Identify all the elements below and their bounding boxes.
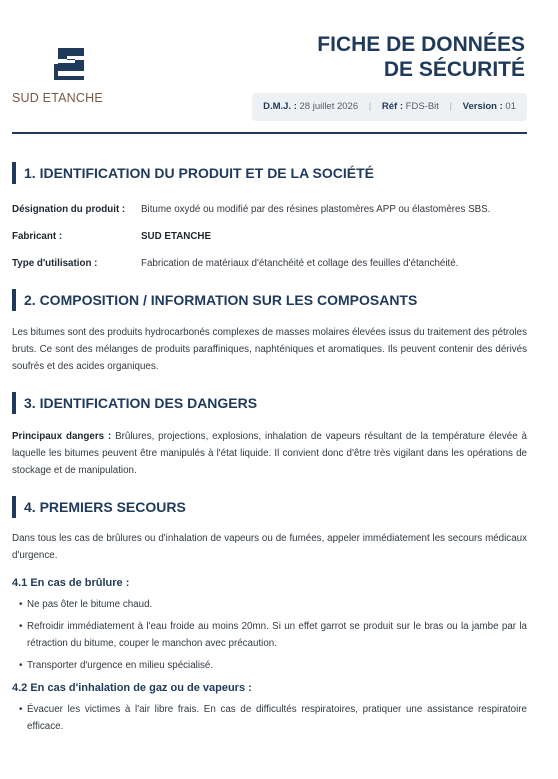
section-4-intro: Dans tous les cas de brûlures ou d'inhalation de vapeurs ou de fumées, appeler immédiatement les secours médicaux d'urgence. bbox=[12, 533, 527, 561]
dangers-text: Brûlures, projections, explosions, inhalation de vapeurs résultant de la température élevée à laquelle les bitumes peuvent être manipulés à l'état liquide. Il convient donc d'être très vigilant dans les opérations de stockage et de manipulation. bbox=[12, 431, 527, 476]
ref-value: FDS-Bit bbox=[405, 101, 439, 112]
section-4-title: 4. PREMIERS SECOURS bbox=[12, 496, 527, 518]
document-body bbox=[12, 162, 527, 740]
header-divider bbox=[12, 132, 527, 134]
meta-separator: | bbox=[368, 101, 372, 112]
burn-steps-list bbox=[12, 596, 527, 674]
document-title bbox=[317, 32, 525, 82]
section-1-title: 1. IDENTIFICATION DU PRODUIT ET DE LA SOCIÉTÉ bbox=[12, 162, 527, 184]
section-3-text bbox=[12, 428, 527, 479]
version-value: 01 bbox=[505, 101, 516, 112]
list-item: • Évacuer les victimes à l'air libre frais. En cas de difficultés respiratoires, pratiquer une assistance respiratoire efficace. bbox=[12, 701, 527, 735]
list-item: • Ne pas ôter le bitume chaud. bbox=[12, 596, 527, 613]
field-value: SUD ETANCHE bbox=[141, 231, 212, 242]
document-title-line-1: FICHE DE DONNÉES bbox=[317, 33, 525, 56]
subsection-4-2-title: 4.2 En cas d'inhalation de gaz ou de vapeurs : bbox=[12, 682, 252, 694]
company-logo-mark-icon bbox=[48, 44, 90, 86]
field-row-manufacturer bbox=[12, 230, 527, 243]
field-label: Fabricant : bbox=[12, 231, 63, 242]
company-name: SUD ETANCHE bbox=[12, 91, 103, 105]
section-2-text: Les bitumes sont des produits hydrocarbonés complexes de masses molaires élevées issus du traitement des pétroles bruts. Ce sont des mélanges de produits paraffiniques, naphténiques et aromatiques. Ils peuvent contenir des dérivés soufrés et des acides organiques. bbox=[12, 327, 527, 372]
document-meta-bar bbox=[252, 93, 527, 121]
dmj-label: D.M.J. : bbox=[263, 101, 297, 112]
company-logo bbox=[12, 44, 127, 106]
subsection-4-1-title: 4.1 En cas de brûlure : bbox=[12, 577, 130, 589]
field-value: Bitume oxydé ou modifié par des résines plastomères APP ou élastomères SBS. bbox=[141, 204, 491, 215]
section-2-title: 2. COMPOSITION / INFORMATION SUR LES COMPOSANTS bbox=[12, 289, 527, 311]
field-label: Type d'utilisation : bbox=[12, 258, 98, 269]
document-title-line-2: DE SÉCURITÉ bbox=[383, 58, 525, 81]
dmj-value: 28 juillet 2026 bbox=[299, 101, 359, 112]
dangers-label: Principaux dangers : bbox=[12, 431, 112, 442]
inhalation-steps-list bbox=[12, 701, 527, 735]
list-item: • Refroidir immédiatement à l'eau froide au moins 20mn. Si un effet garrot se produit sur le bras ou la jambe par la rétraction du bitume, couper le manchon avec précaution. bbox=[12, 618, 527, 652]
field-label: Désignation du produit : bbox=[12, 204, 126, 215]
field-row-usage bbox=[12, 257, 527, 270]
field-value: Fabrication de matériaux d'étanchéité et collage des feuilles d'étanchéité. bbox=[141, 258, 459, 269]
section-3-title: 3. IDENTIFICATION DES DANGERS bbox=[12, 392, 527, 414]
meta-separator: | bbox=[449, 101, 453, 112]
field-row-product bbox=[12, 203, 527, 216]
ref-label: Réf : bbox=[381, 101, 404, 112]
list-item: • Transporter d'urgence en milieu spécialisé. bbox=[12, 657, 527, 674]
version-label: Version : bbox=[462, 101, 503, 112]
document-header bbox=[12, 30, 527, 134]
